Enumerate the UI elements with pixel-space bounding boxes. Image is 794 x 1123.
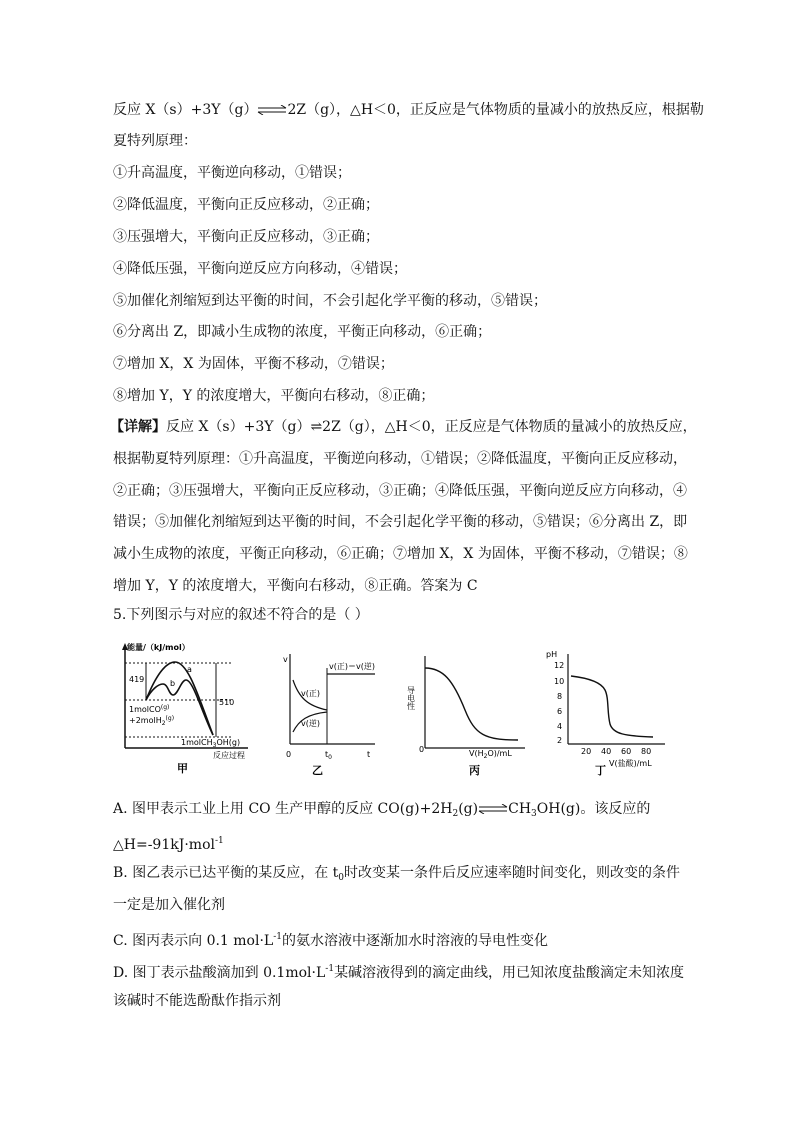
- ding-ytick: 8: [557, 692, 563, 701]
- ding-xtick: 40: [601, 747, 612, 756]
- jia-reactant-1: 1molCO$^{(g)}$: [129, 704, 170, 714]
- yi-t0: $t_0$: [325, 750, 332, 761]
- ding-ytick: 2: [557, 736, 563, 745]
- option-b-line-2: 一定是加入催化剂: [113, 897, 225, 913]
- text-line-4: ②降低温度，平衡向正反应移动，②正确；: [113, 197, 379, 213]
- yi-xlabel: t: [367, 750, 371, 759]
- ding-xtick: 80: [641, 747, 652, 756]
- ding-ylabel: pH: [546, 650, 558, 659]
- subscript: 3: [531, 809, 537, 819]
- bing-ylabel: 导电性: [406, 686, 416, 710]
- bing-xlabel: $V(H_2O)/mL$: [469, 749, 512, 760]
- text-segment: 的氨水溶液中逐渐加水时溶液的导电性变化: [282, 933, 548, 949]
- question-5-stem: 5.下列图示与对应的叙述不符合的是（ ）: [113, 607, 369, 623]
- text-segment: A. 图甲表示工业上用 CO 生产甲醇的反应 CO(g)+2H: [113, 801, 453, 817]
- jia-curve-b: b: [170, 679, 176, 688]
- text-line-13: ②正确；③压强增大，平衡向正反应移动，③正确；④降低压强，平衡向逆反应方向移动，④: [113, 483, 687, 499]
- ding-xtick: 20: [581, 747, 592, 756]
- text-segment: 反应 X（s）+3Y（g）⇌2Z（g），△H＜0，正反应是气体物质的量减小的放热反应，: [166, 419, 697, 435]
- text-segment: 2Z（g），△H＜0，正反应是气体物质的量减小的放热反应，根据勒: [287, 102, 704, 118]
- jia-reactant-2: +2molH$_2^{(g)}$: [129, 715, 175, 727]
- yi-v-equal: v(正)＝v(逆): [329, 662, 375, 671]
- option-a-line-2: [113, 831, 224, 855]
- jia-product: 1molCH$_3$OH(g): [181, 738, 241, 749]
- detail-tag: 【详解】: [110, 419, 166, 435]
- ding-ytick: 4: [557, 722, 563, 731]
- option-b-line-1: [113, 863, 680, 888]
- text-segment: C. 图丙表示向 0.1 mol·L: [113, 933, 274, 949]
- figure-bing: [407, 656, 526, 777]
- bing-origin: 0: [419, 745, 425, 754]
- equilibrium-arrow-icon: [478, 804, 508, 814]
- jia-xlabel: 反应过程: [213, 751, 245, 760]
- ding-xtick: 60: [621, 747, 632, 756]
- text-segment: 某碱溶液得到的滴定曲线，用已知浓度盐酸滴定未知浓度: [334, 965, 685, 981]
- text-line-8: ⑥分离出 Z，即减小生成物的浓度，平衡正向移动，⑥正确；: [113, 324, 492, 340]
- ding-ytick: 12: [554, 661, 565, 670]
- ding-ytick: 6: [557, 707, 563, 716]
- text-segment: CH: [508, 801, 532, 817]
- text-line-3: ①升高温度，平衡逆向移动，①错误；: [113, 165, 351, 181]
- jia-ylabel: 能量/（kJ/mol）: [127, 643, 190, 652]
- option-c-line-1: [113, 927, 548, 951]
- yi-v-forward: v(正): [301, 689, 320, 698]
- text-line-12: 根据勒夏特列原理：①升高温度，平衡逆向移动，①错误；②降低温度，平衡向正反应移动，: [113, 451, 687, 467]
- jia-curve-a: a: [187, 665, 192, 674]
- figures-panel: [113, 640, 693, 780]
- yi-ylabel: v: [283, 655, 288, 664]
- superscript: -1: [273, 932, 282, 942]
- subscript: 2: [452, 809, 459, 819]
- text-line-10: ⑧增加 Y，Y 的浓度增大，平衡向右移动，⑧正确；: [113, 388, 435, 404]
- yi-origin: 0: [286, 750, 292, 759]
- jia-caption: 甲: [177, 762, 188, 775]
- jia-val-419: 419: [129, 675, 145, 684]
- option-a-line-1: [113, 799, 650, 824]
- text-line-14: 错误；⑤加催化剂缩短到达平衡的时间，不会引起化学平衡的移动，⑤错误；⑥分离出 Z，即: [113, 514, 688, 530]
- ding-ytick: 10: [554, 677, 565, 686]
- text-segment: 时改变某一条件后反应速率随时间变化，则改变的条件: [344, 865, 680, 881]
- text-line-7: ⑤加催化剂缩短到达平衡的时间，不会引起化学平衡的移动，⑤错误；: [113, 293, 547, 309]
- figure-yi: [283, 654, 375, 777]
- text-line-11: [110, 417, 697, 437]
- text-line-5: ③压强增大，平衡向正反应移动，③正确；: [113, 229, 379, 245]
- text-segment: △H=-91kJ·mol: [113, 837, 215, 853]
- option-d-line-2: 该碱时不能选酚酞作指示剂: [113, 993, 281, 1009]
- text-segment: 反应 X（s）+3Y（g）: [113, 102, 258, 118]
- superscript: -1: [325, 964, 335, 974]
- superscript: -1: [214, 836, 224, 846]
- ding-xticks: [581, 747, 651, 756]
- figure-ding: [546, 650, 665, 777]
- text-line-2: 夏特列原理：: [113, 133, 197, 149]
- ding-yticks: [554, 661, 564, 745]
- yi-caption: 乙: [312, 764, 323, 777]
- figure-jia: [122, 642, 248, 775]
- text-segment: OH(g)。该反应的: [536, 801, 651, 817]
- subscript: 0: [338, 873, 344, 883]
- ding-xlabel: V(盐酸)/mL: [609, 759, 652, 768]
- text-line-9: ⑦增加 X，X 为固体，平衡不移动，⑦错误；: [113, 356, 394, 372]
- text-segment: B. 图乙表示已达平衡的某反应，在 t: [113, 865, 339, 881]
- equilibrium-arrow-icon: [257, 105, 287, 115]
- jia-val-510: 510: [219, 698, 235, 707]
- text-segment: (g): [458, 801, 479, 817]
- text-line-1: [113, 100, 704, 120]
- text-line-6: ④降低压强，平衡向逆反应方向移动，④错误；: [113, 261, 407, 277]
- text-line-15: 减小生成物的浓度，平衡正向移动，⑥正确；⑦增加 X，X 为固体，平衡不移动，⑦错误；⑧: [113, 546, 688, 562]
- option-d-line-1: [113, 959, 684, 983]
- text-line-16: 增加 Y，Y 的浓度增大，平衡向右移动，⑧正确。答案为 C: [113, 578, 478, 594]
- text-segment: D. 图丁表示盐酸滴加到 0.1mol·L: [113, 965, 326, 981]
- bing-caption: 丙: [469, 764, 480, 777]
- yi-v-reverse: v(逆): [301, 719, 320, 728]
- ding-caption: 丁: [595, 764, 606, 777]
